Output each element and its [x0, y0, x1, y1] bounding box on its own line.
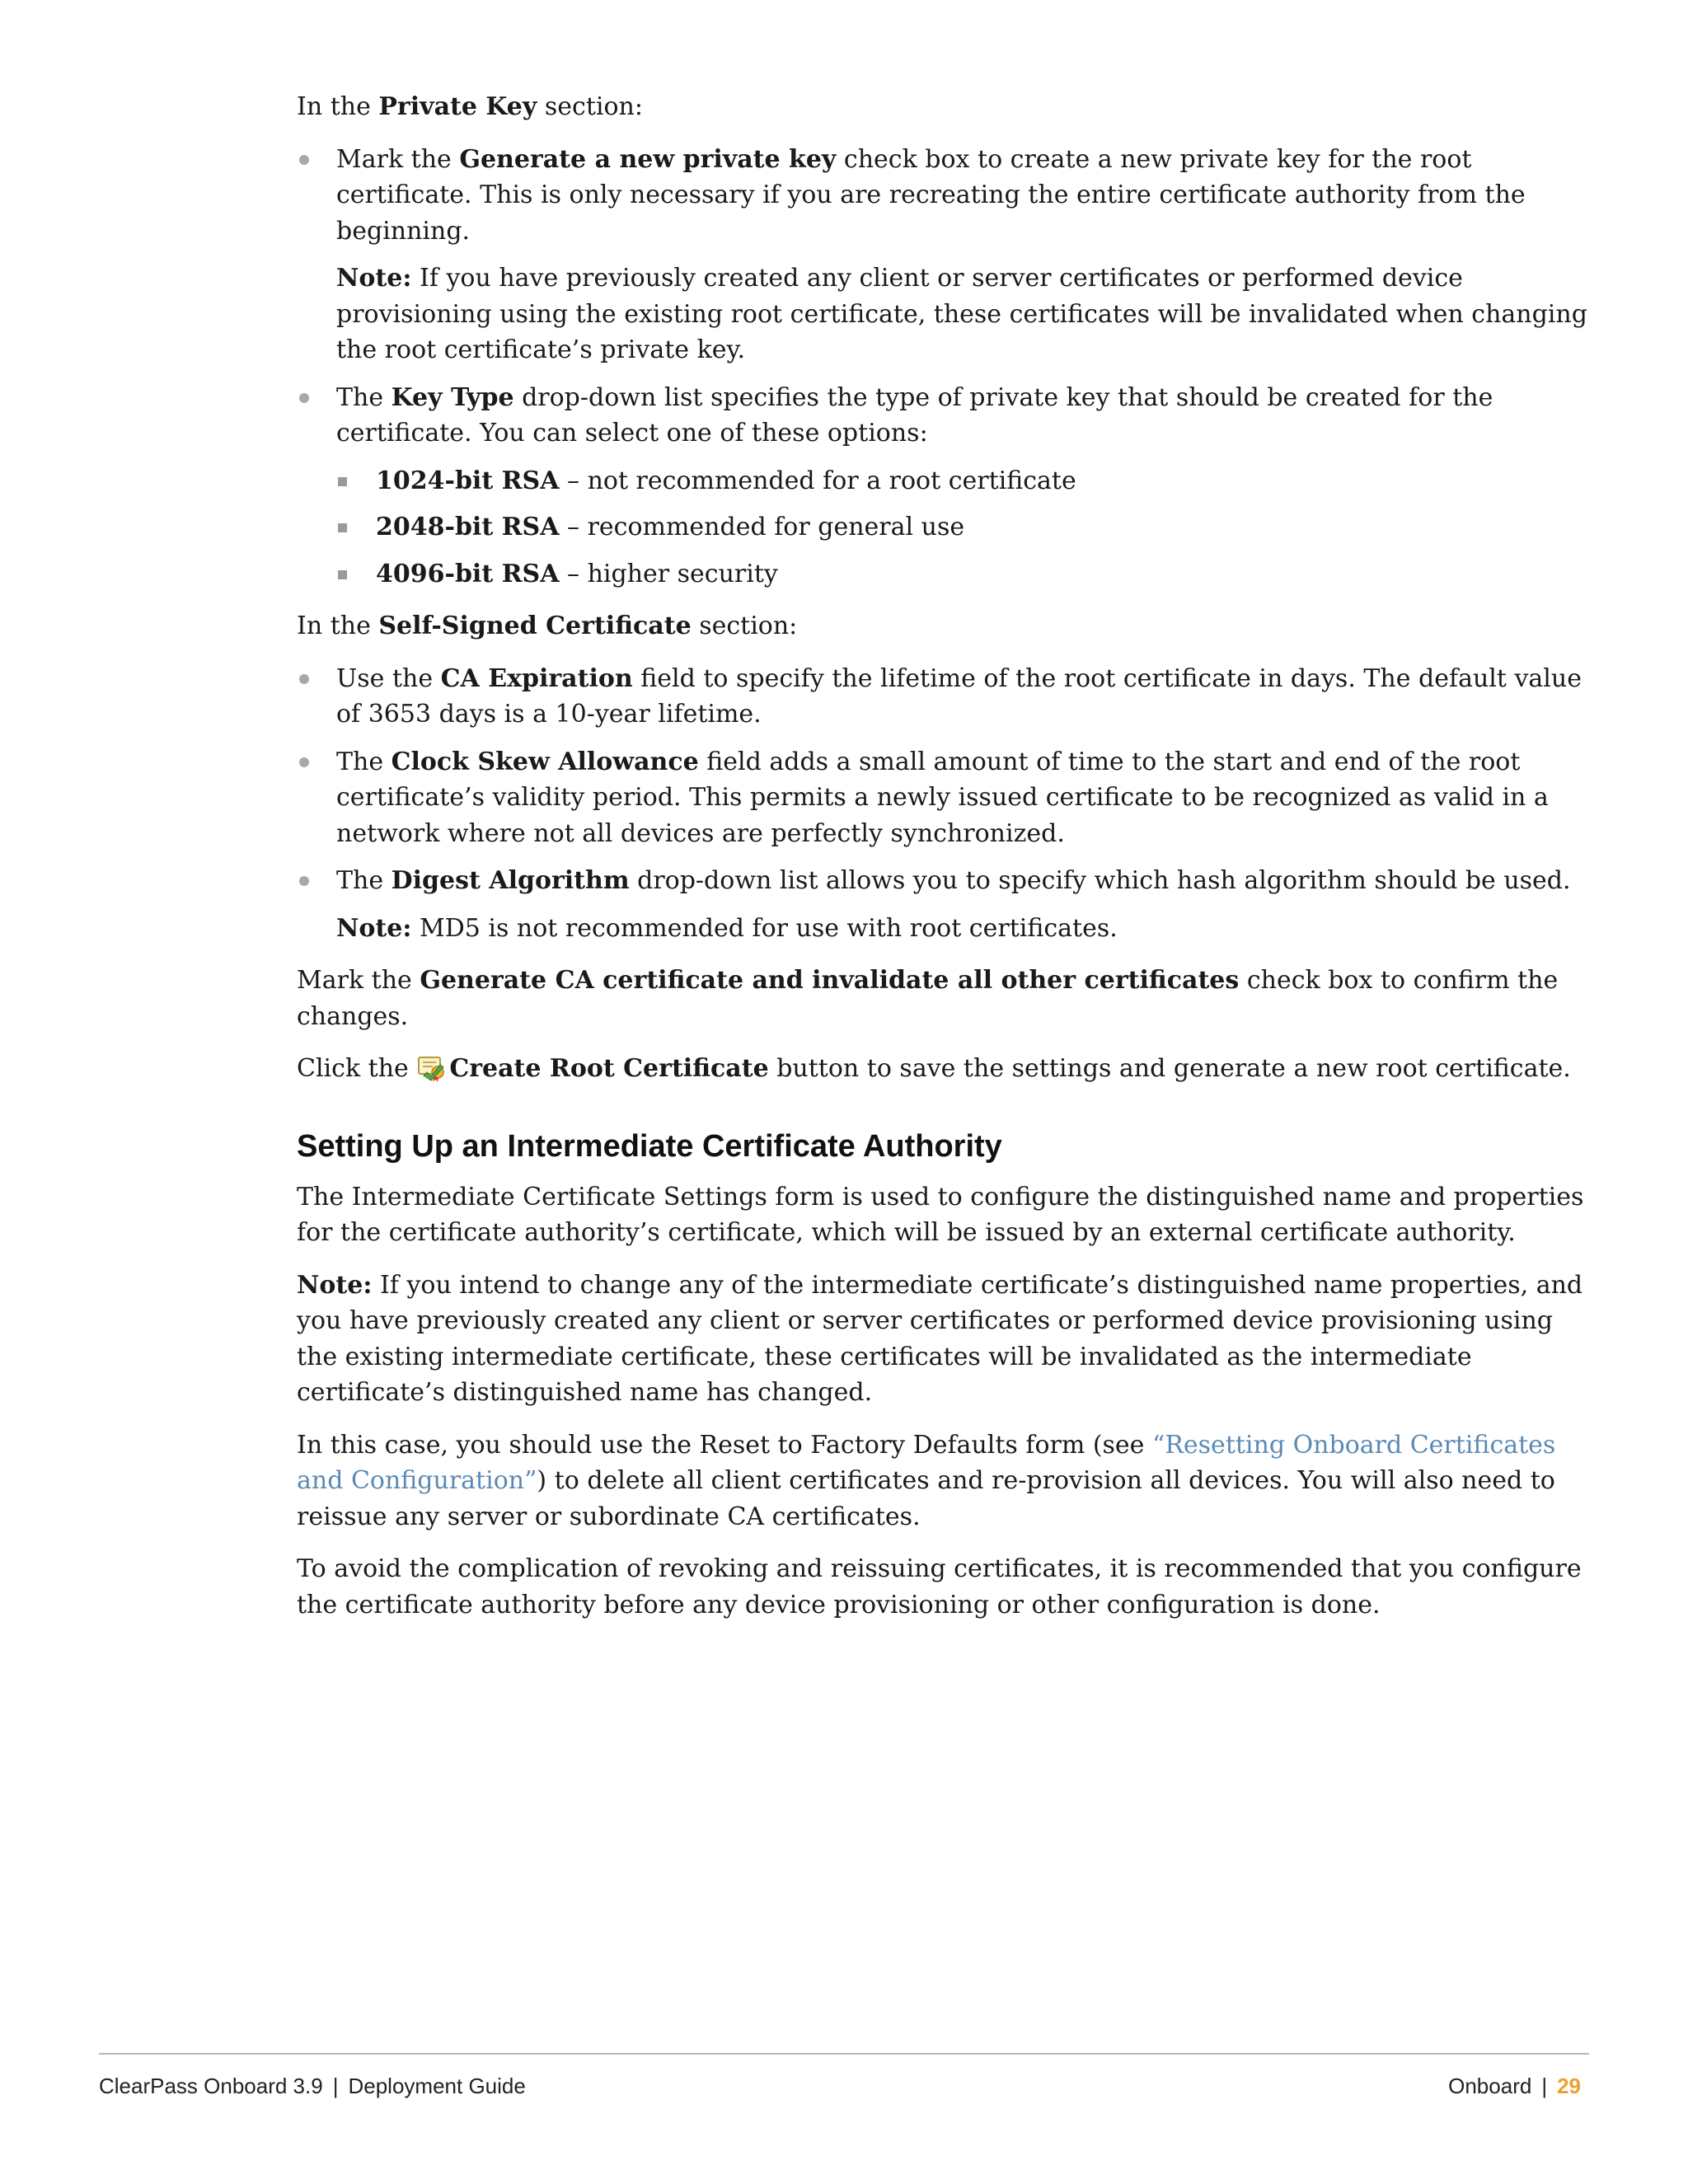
key-type-label: Key Type	[391, 382, 514, 412]
generate-key-note: Note: If you have previously created any client or server certificates or performed device provisioning using the existing root certificate, these certificates will be invalidated when changing the root certificate’s private key.	[336, 264, 1587, 364]
resetting-onboard-link[interactable]: “Resetting Onboard Certificates and Configuration”	[297, 1430, 1556, 1495]
footer-left	[99, 2071, 526, 2101]
footer-separator-right: |	[1541, 2074, 1548, 2098]
list-item-key-type: The Key Type drop-down list specifies the type of private key that should be created for the certificate. You can select one of these options: 1024-bit RSA – not recommended for a root certificate 2048-bit RSA – recommended for general use 4096-bit RSA – higher security	[297, 380, 1591, 593]
footer-divider	[99, 2053, 1589, 2055]
clock-skew-label: Clock Skew Allowance	[391, 747, 699, 776]
footer-section: Onboard	[1448, 2074, 1532, 2098]
confirm-paragraph: Mark the Generate CA certificate and invalidate all other certificates check box to confirm the changes.	[297, 966, 1559, 1031]
list-item-generate-key: Mark the Generate a new private key check box to create a new private key for the root certificate. This is only necessary if you are recreating the entire certificate authority from the beginning. Note: If you have previously created any client or server certificates or performed device provisioning using the existing root certificate, these certificates will be invalidated when changing the root certificate’s private key.	[297, 142, 1591, 368]
certificate-icon	[416, 1054, 448, 1082]
intermediate-heading: Setting Up an Intermediate Certificate Authority	[297, 1128, 1002, 1164]
footer-separator-left: |	[332, 2074, 339, 2098]
key-option-1024: 1024-bit RSA – not recommended for a root certificate	[336, 463, 1591, 499]
digest-note: Note: MD5 is not recommended for use with root certificates.	[336, 913, 1118, 943]
list-item-clock-skew: The Clock Skew Allowance field adds a small amount of time to the start and end of the root certificate’s validity period. This permits a newly issued certificate to be recognized as valid in a network where not all devices are perfectly synchronized.	[297, 744, 1591, 852]
self-signed-list	[297, 661, 1591, 947]
page-footer	[99, 2071, 1589, 2101]
private-key-intro: In the Private Key section:	[297, 92, 643, 121]
ca-expiration-label: CA Expiration	[440, 663, 633, 693]
confirm-label: Generate CA certificate and invalidate all other certificates	[420, 966, 1240, 995]
key-type-options	[336, 463, 1591, 593]
list-item-ca-expiration: Use the CA Expiration field to specify the lifetime of the root certificate in days. The default value of 3653 days is a 10-year lifetime.	[297, 661, 1591, 733]
footer-product: ClearPass Onboard 3.9	[99, 2074, 323, 2098]
digest-label: Digest Algorithm	[391, 866, 630, 895]
generate-key-label: Generate a new private key	[459, 144, 837, 174]
list-item-digest: The Digest Algorithm drop-down list allows you to specify which hash algorithm should be used. Note: MD5 is not recommended for use with root certificates.	[297, 863, 1591, 946]
self-signed-label: Self-Signed Certificate	[378, 612, 692, 640]
intermediate-para-1: The Intermediate Certificate Settings form is used to configure the distinguished name and properties for the certificate authority’s certificate, which will be issued by an external certificate authority.	[297, 1182, 1584, 1247]
footer-right	[1448, 2071, 1581, 2101]
key-option-2048: 2048-bit RSA – recommended for general use	[336, 509, 1591, 546]
key-option-4096: 4096-bit RSA – higher security	[336, 556, 1591, 593]
create-paragraph: Click the Create Root Certificate button to save the settings and generate a new root certificate.	[297, 1054, 1571, 1083]
document-body	[297, 89, 1591, 1639]
footer-guide: Deployment Guide	[348, 2074, 526, 2098]
intermediate-note: Note: If you intend to change any of the intermediate certificate’s distinguished name properties, and you have previously created any client or server certificates or performed device provisioning using the existing intermediate certificate, these certificates will be invalidated as the intermediate certificate’s distinguished name has changed.	[297, 1270, 1583, 1407]
page-number: 29	[1557, 2074, 1581, 2098]
private-key-label: Private Key	[378, 92, 537, 121]
intermediate-para-3: In this case, you should use the Reset to Factory Defaults form (see “Resetting Onboard Certificates and Configuration”) to delete all client certificates and re-provision all devices. You will also need to reissue any server or subordinate CA certificates.	[297, 1430, 1556, 1531]
self-signed-intro: In the Self-Signed Certificate section:	[297, 612, 798, 640]
create-root-certificate-label: Create Root Certificate	[449, 1054, 769, 1083]
intermediate-para-4: To avoid the complication of revoking and reissuing certificates, it is recommended that you configure the certificate authority before any device provisioning or other configuration is done.	[297, 1554, 1582, 1619]
private-key-list	[297, 142, 1591, 593]
